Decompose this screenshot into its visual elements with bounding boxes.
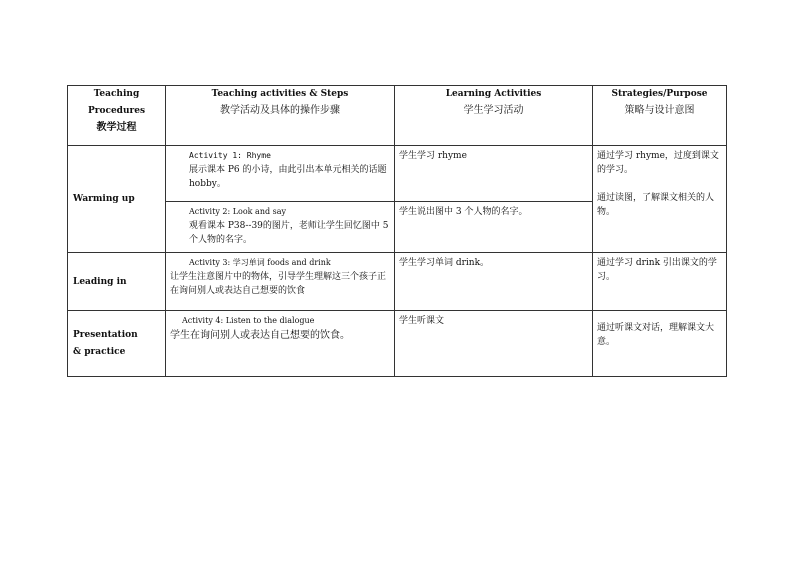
activity-2-cell xyxy=(166,202,395,253)
activity-1-cell xyxy=(166,146,395,202)
activity-4-cell xyxy=(166,311,395,377)
activity-1-title: Activity 1: Rhyme xyxy=(189,151,271,160)
header-activities xyxy=(166,86,395,146)
procedure-presentation-line2: & practice xyxy=(73,346,126,357)
activity-2-body: 观看课本 P38--39的图片，老师让学生回忆图中 5 个人物的名字。 xyxy=(189,221,389,245)
strategy-4: 通过听课文对话，理解课文大意。 xyxy=(593,311,727,377)
activity-3-title: Activity 3: 学习单词 foods and drink xyxy=(189,258,331,267)
header-activities-zh: 教学活动及具体的操作步骤 xyxy=(220,105,340,116)
activity-3-body: 让学生注意图片中的物体，引导学生理解这三个孩子正在询问别人或表达自己想要的饮食 xyxy=(170,272,387,296)
table-row xyxy=(68,146,727,202)
header-activities-en: Teaching activities & Steps xyxy=(211,89,349,99)
activity-4-title: Activity 4: Listen to the dialogue xyxy=(182,316,315,325)
activity-1-body: 展示课本 P6 的小诗，由此引出本单元相关的话题 hobby。 xyxy=(189,165,387,189)
header-learning-zh: 学生学习活动 xyxy=(463,105,524,116)
header-procedures xyxy=(68,86,166,146)
learning-2: 学生说出图中 3 个人物的名字。 xyxy=(395,202,593,253)
header-procedures-zh: 教学过程 xyxy=(96,122,137,133)
learning-4: 学生听课文 xyxy=(395,311,593,377)
activity-4-body: 学生在询问别人或表达自己想要的饮食。 xyxy=(170,330,350,341)
header-row xyxy=(68,86,727,146)
header-learning-en: Learning Activities xyxy=(445,89,542,99)
learning-3: 学生学习单词 drink。 xyxy=(395,253,593,311)
procedure-leading-in: Leading in xyxy=(68,253,166,311)
header-learning xyxy=(395,86,593,146)
strategy-warming-up-cell xyxy=(593,146,727,253)
procedure-presentation xyxy=(68,311,166,377)
procedure-presentation-line1: Presentation xyxy=(73,329,138,340)
strategy-1: 通过学习 rhyme，过度到课文的学习。 xyxy=(597,151,719,175)
procedure-warming-up: Warming up xyxy=(68,146,166,253)
activity-2-title: Activity 2: Look and say xyxy=(189,207,287,216)
learning-1: 学生学习 rhyme xyxy=(395,146,593,202)
lesson-plan-table xyxy=(67,85,727,377)
strategy-3: 通过学习 drink 引出课文的学习。 xyxy=(593,253,727,311)
table-row xyxy=(68,311,727,377)
table-row xyxy=(68,253,727,311)
header-strategies-zh: 策略与设计意图 xyxy=(624,105,695,116)
header-procedures-line1: Teaching xyxy=(93,89,140,99)
activity-3-cell xyxy=(166,253,395,311)
header-procedures-line2: Procedures xyxy=(87,106,146,116)
header-strategies-en: Strategies/Purpose xyxy=(611,89,708,99)
header-strategies xyxy=(593,86,727,146)
strategy-2: 通过读图，了解课文相关的人物。 xyxy=(597,193,715,217)
